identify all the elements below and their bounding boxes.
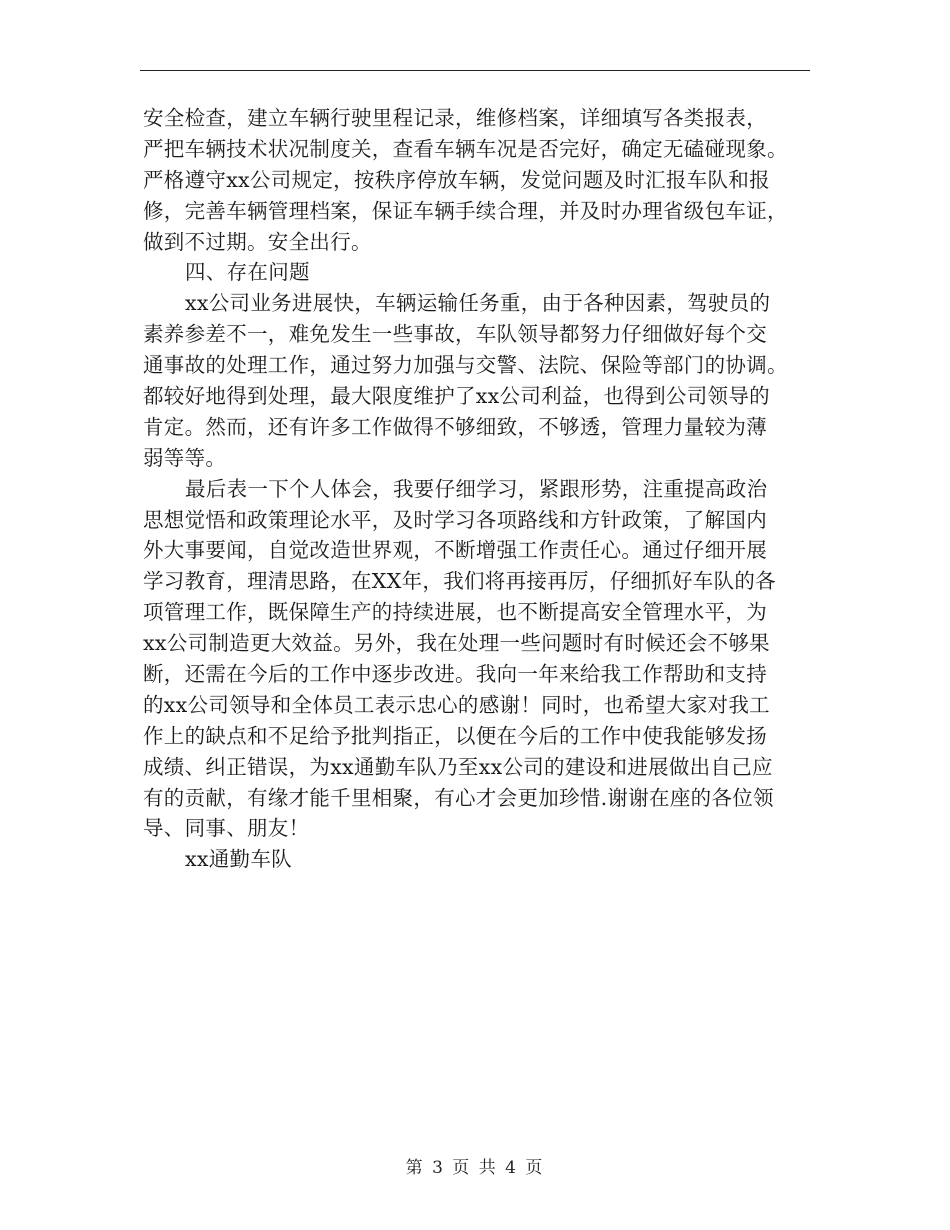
header-rule [140, 70, 810, 71]
text-line: 作上的缺点和不足给予批判指正，以便在今后的工作中使我能够发扬 [143, 723, 767, 748]
text-line: 肯定。然而，还有许多工作做得不够细致，不够透，管理力量较为薄 [143, 414, 767, 439]
page-number: 第 3 页 共 4 页 [405, 1158, 545, 1178]
text-line: 严格遵守xx公司规定，按秩序停放车辆，发觉问题及时汇报车队和报 [143, 167, 770, 192]
text-line: 安全检查，建立车辆行驶里程记录，维修档案，详细填写各类报表， [143, 106, 767, 130]
text-line: 四、存在问题 [185, 260, 310, 285]
text-line: 的xx公司领导和全体员工表示忠心的感谢！同时，也希望大家对我工 [143, 692, 770, 717]
text-line: 都较好地得到处理，最大限度维护了xx公司利益，也得到公司领导的 [143, 384, 770, 409]
text-line: xx通勤车队 [185, 847, 292, 872]
text-line: 成绩、纠正错误，为xx通勤车队乃至xx公司的建设和进展做出自己应 [143, 754, 773, 779]
text-line: 素养参差不一，难免发生一些事故，车队领导都努力仔细做好每个交 [143, 322, 767, 347]
text-line: 断，还需在今后的工作中逐步改进。我向一年来给我工作帮助和支持 [143, 662, 767, 687]
text-line: 项管理工作，既保障生产的持续进展，也不断提高安全管理水平，为 [143, 600, 767, 625]
text-line: 外大事要闻，自觉改造世界观，不断增强工作责任心。通过仔细开展 [143, 538, 767, 563]
text-line: 通事故的处理工作，通过努力加强与交警、法院、保险等部门的协调。 [143, 353, 788, 378]
text-line: xx公司制造更大效益。另外，我在处理一些问题时有时候还会不够果 [143, 631, 770, 656]
text-line: 有的贡献，有缘才能千里相聚，有心才会更加珍惜.谢谢在座的各位领 [143, 785, 774, 810]
text-line: 修，完善车辆管理档案，保证车辆手续合理，并及时办理省级包车证， [143, 198, 788, 223]
text-line: 思想觉悟和政策理论水平，及时学习各项路线和方针政策，了解国内 [143, 507, 767, 532]
text-line: xx公司业务进展快，车辆运输任务重，由于各种因素，驾驶员的 [185, 291, 771, 316]
text-line: 学习教育，理清思路，在XX年，我们将再接再厉，仔细抓好车队的各 [143, 569, 776, 594]
text-line: 严把车辆技术状况制度关，查看车辆车况是否完好，确定无磕碰现象。 [143, 136, 788, 161]
document-body [143, 103, 815, 875]
text-line: 导、同事、朋友！ [143, 816, 310, 841]
text-line: 做到不过期。安全出行。 [143, 229, 372, 254]
text-line: 最后表一下个人体会，我要仔细学习，紧跟形势，注重提高政治 [185, 476, 768, 501]
text-line: 弱等等。 [143, 445, 227, 470]
